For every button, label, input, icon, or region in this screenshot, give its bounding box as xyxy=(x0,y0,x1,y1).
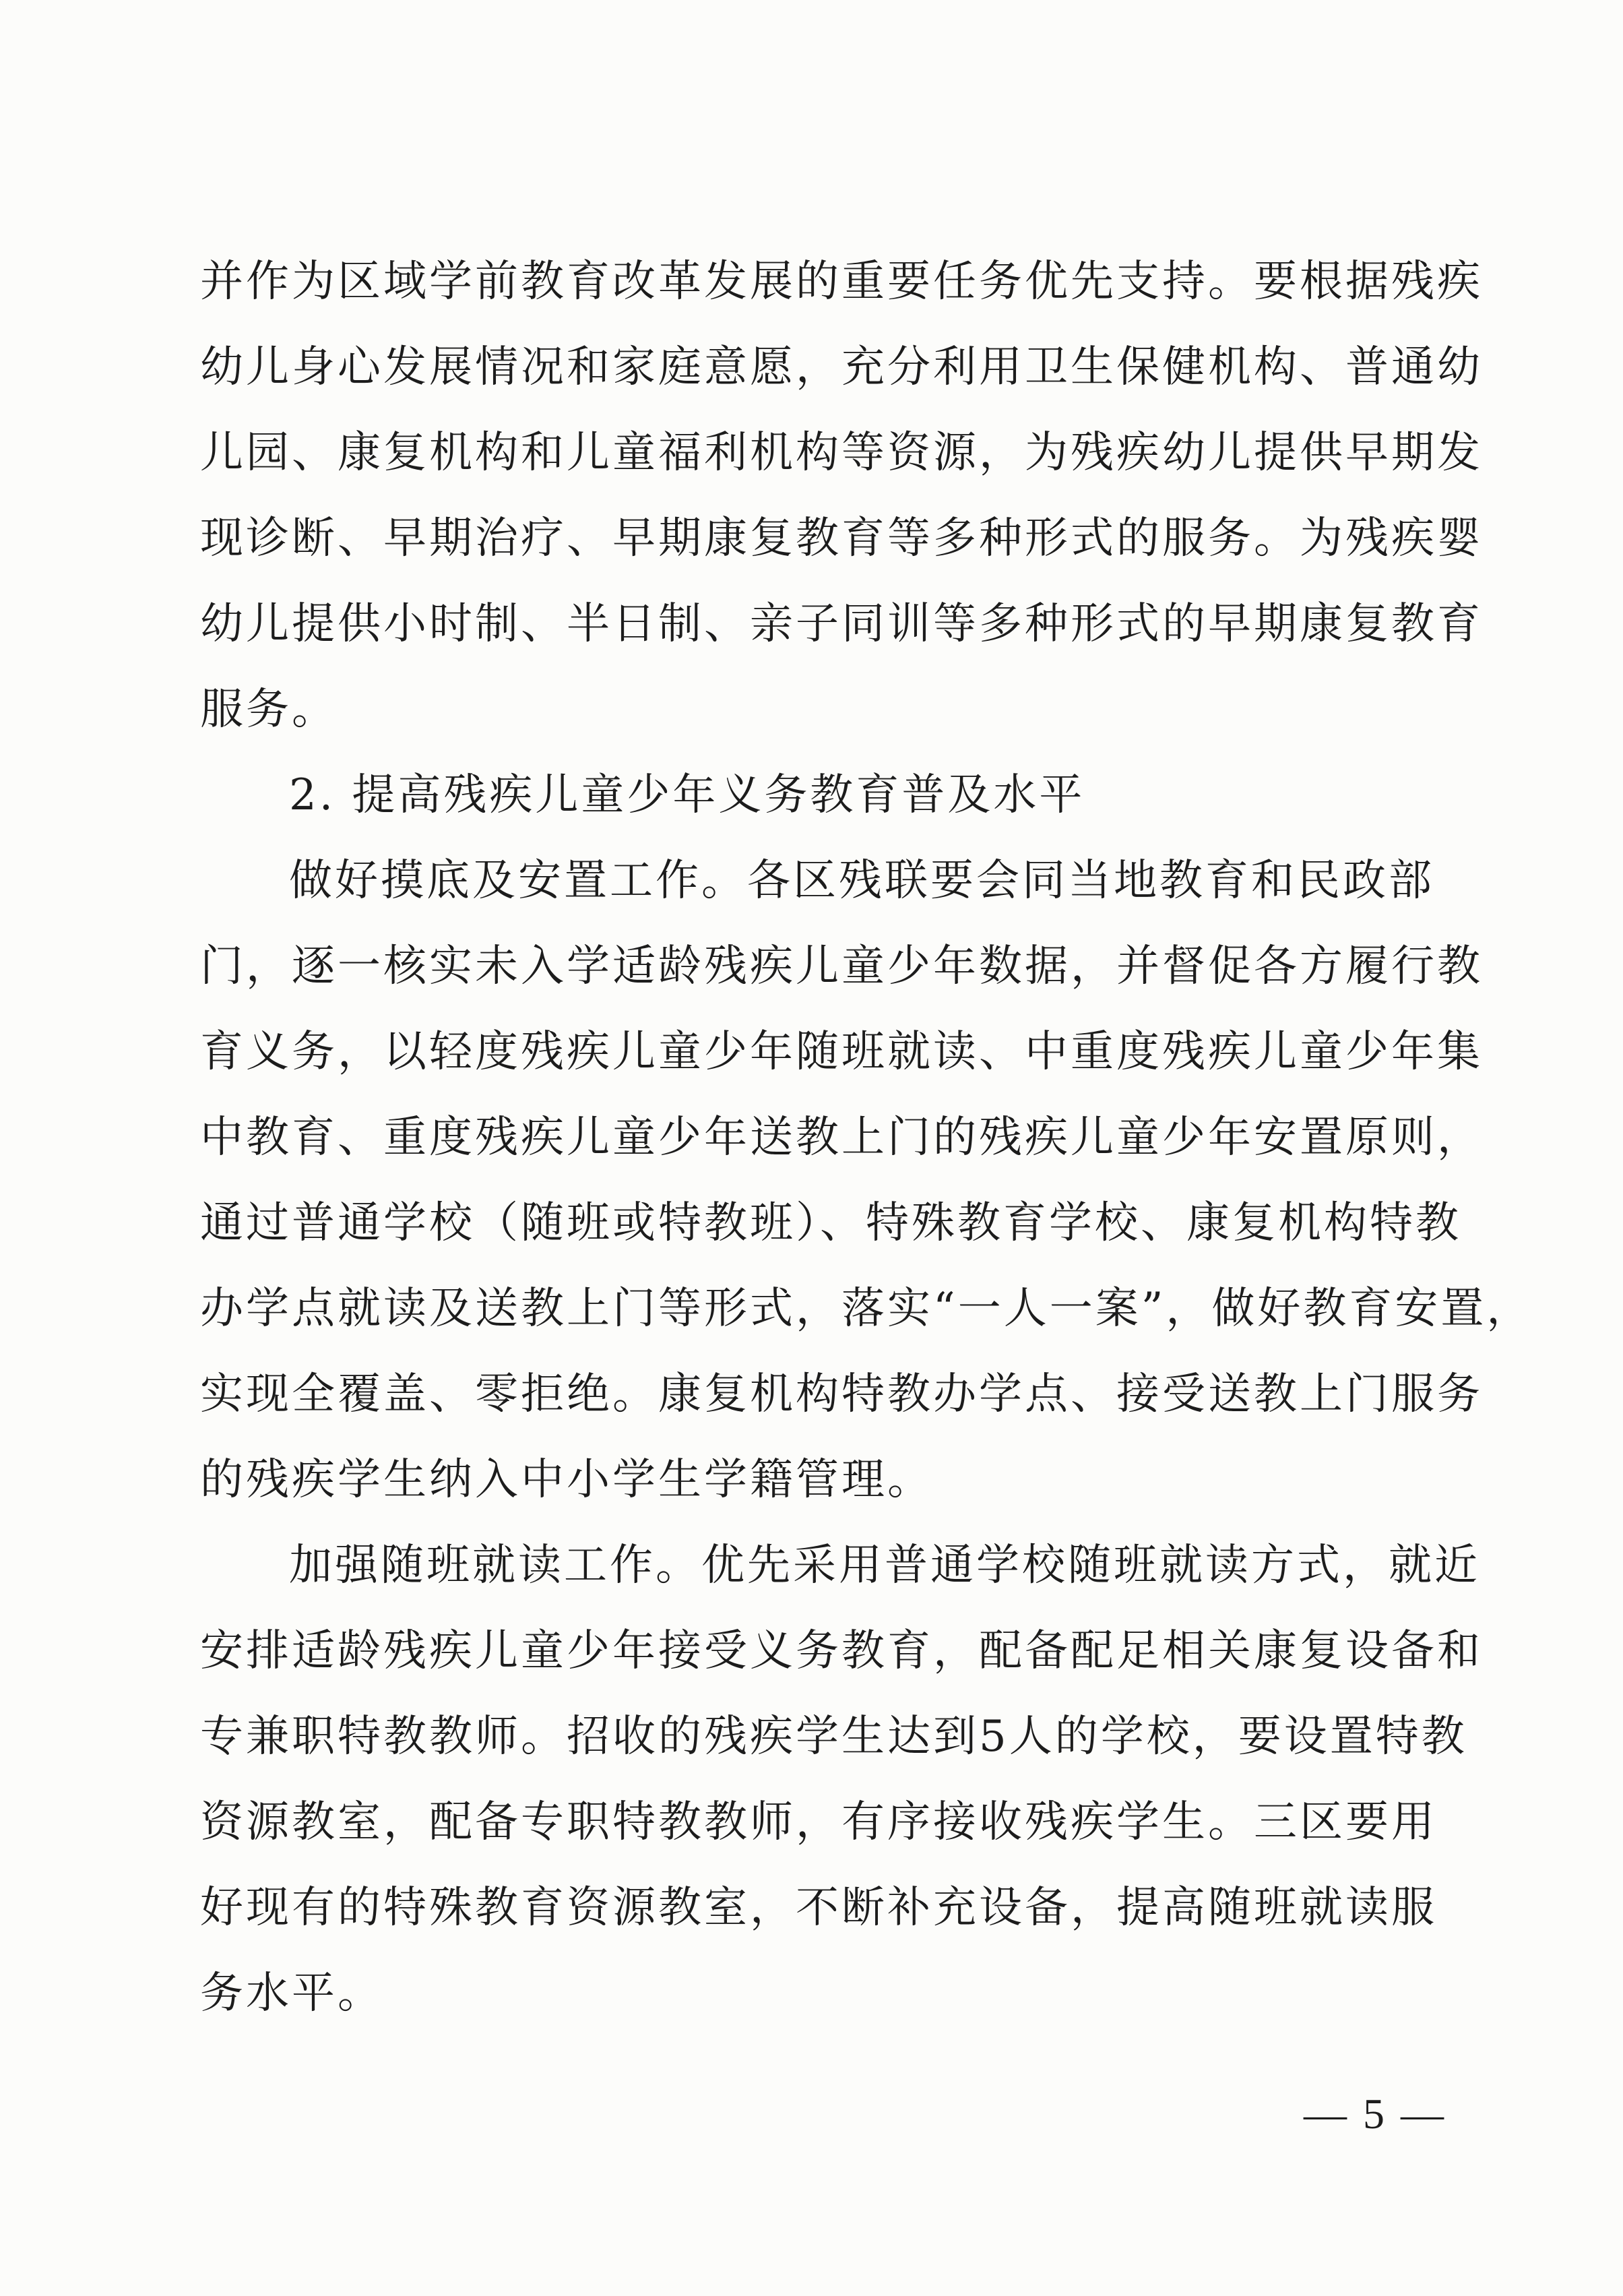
paragraph-line: 安排适龄残疾儿童少年接受义务教育，配备配足相关康复设备和 xyxy=(200,1626,1483,1676)
paragraph-line: 通过普通学校（随班或特教班）、特殊教育学校、康复机构特教 xyxy=(200,1198,1461,1248)
paragraph-line: 幼儿提供小时制、半日制、亲子同训等多种形式的早期康复教育 xyxy=(200,599,1483,649)
section-heading: 2. 提高残疾儿童少年义务教育普及水平 xyxy=(289,770,1085,820)
paragraph-line: 专兼职特教教师。招收的残疾学生达到5人的学校，要设置特教 xyxy=(200,1712,1467,1762)
paragraph-line: 资源教室，配备专职特教教师，有序接收残疾学生。三区要用 xyxy=(200,1797,1437,1847)
paragraph-line: 中教育、重度残疾儿童少年送教上门的残疾儿童少年安置原则， xyxy=(200,1113,1483,1162)
paragraph-line: 好现有的特殊教育资源教室，不断补充设备，提高随班就读服 xyxy=(200,1883,1437,1933)
paragraph-line: 实现全覆盖、零拒绝。康复机构特教办学点、接受送教上门服务 xyxy=(200,1369,1483,1419)
paragraph-line: 儿园、康复机构和儿童福利机构等资源，为残疾幼儿提供早期发 xyxy=(200,428,1483,478)
paragraph-line: 育义务，以轻度残疾儿童少年随班就读、中重度残疾儿童少年集 xyxy=(200,1027,1483,1077)
paragraph-line: 现诊断、早期治疗、早期康复教育等多种形式的服务。为残疾婴 xyxy=(200,514,1483,563)
paragraph-line: 做好摸底及安置工作。各区残联要会同当地教育和民政部 xyxy=(289,856,1434,906)
paragraph-line: 幼儿身心发展情况和家庭意愿，充分利用卫生保健机构、普通幼 xyxy=(200,342,1483,392)
paragraph-line: 服务。 xyxy=(200,685,338,735)
paragraph-line: 加强随班就读工作。优先采用普通学校随班就读方式，就近 xyxy=(289,1541,1480,1590)
body-text xyxy=(200,239,1533,2037)
page-number: — 5 — xyxy=(1304,2090,1446,2138)
paragraph-line: 的残疾学生纳入中小学生学籍管理。 xyxy=(200,1455,933,1505)
paragraph-line: 务水平。 xyxy=(200,1968,383,2018)
paragraph-line: 办学点就读及送教上门等形式，落实“一人一案”，做好教育安置， xyxy=(200,1284,1533,1334)
paragraph-line: 门，逐一核实未入学适龄残疾儿童少年数据，并督促各方履行教 xyxy=(200,941,1483,991)
paragraph-line: 并作为区域学前教育改革发展的重要任务优先支持。要根据残疾 xyxy=(200,257,1483,307)
